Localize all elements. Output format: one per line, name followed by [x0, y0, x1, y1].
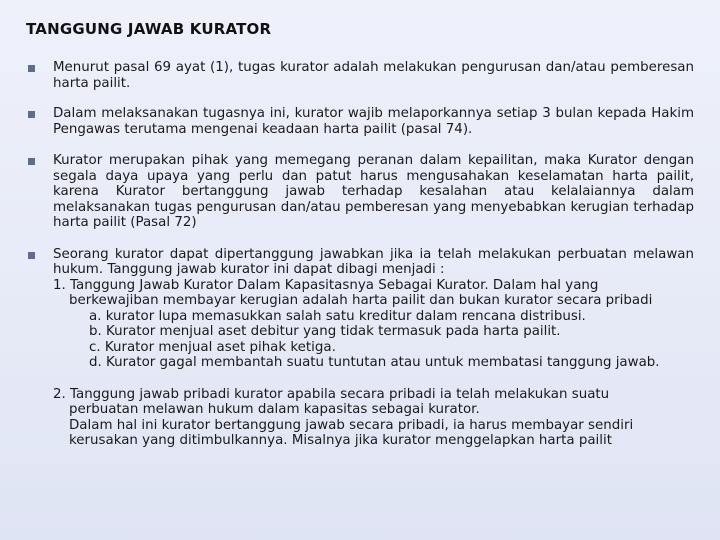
list-item-2-continued: Dalam hal ini kurator bertanggung jawab secara pribadi, ia harus membayar sendiri: [69, 417, 634, 433]
square-bullet-icon: [28, 65, 35, 72]
bullet-text: Menurut pasal 69 ayat (1), tugas kurator adalah melakukan pengurusan dan/atau pemberesan harta pailit.: [53, 60, 694, 91]
sub-item: c. Kurator menjual aset pihak ketiga.: [89, 339, 336, 355]
bullet-item: [24, 247, 694, 449]
list-item-2: 2. Tanggung jawab pribadi kurator apabila secara pribadi ia telah melakukan suatu: [53, 386, 610, 402]
list-item-1: 1. Tanggung Jawab Kurator Dalam Kapasitasnya Sebagai Kurator. Dalam hal yang: [53, 277, 599, 293]
square-bullet-icon: [28, 252, 35, 259]
bullet-item: [24, 153, 694, 231]
list-item-2-continued: perbuatan melawan hukum dalam kapasitas sebagai kurator.: [69, 402, 480, 417]
list-item-1-continued: berkewajiban membayar kerugian adalah harta pailit dan bukan kurator secara pribadi: [69, 293, 653, 308]
slide-title: TANGGUNG JAWAB KURATOR: [26, 20, 272, 38]
spacer: [53, 371, 694, 387]
bullet-list: [24, 60, 694, 463]
sub-item: d. Kurator gagal membantah suatu tuntutan atau untuk membatasi tanggung jawab.: [89, 355, 660, 370]
bullet-item: [24, 106, 694, 137]
bullet-text: Kurator merupakan pihak yang memegang peranan dalam kepailitan, maka Kurator dengan segala daya upaya yang perlu dan patut harus mengusahakan keselamatan harta pailit, karena Kurator bertanggung jawab terhadap kesalahan atau kelalaiannya dalam melaksanakan tugas pengurusan dan/atau pemberesan yang menyebabkan kerugian terhadap harta pailit (Pasal 72): [53, 153, 694, 230]
bullet-text: Dalam melaksanakan tugasnya ini, kurator wajib melaporkannya setiap 3 bulan kepada Hakim Pengawas terutama mengenai keadaan harta pailit (pasal 74).: [53, 106, 694, 137]
sub-item: a. kurator lupa memasukkan salah satu kreditur dalam rencana distribusi.: [89, 308, 586, 324]
square-bullet-icon: [28, 111, 35, 118]
sub-item: b. Kurator menjual aset debitur yang tidak termasuk pada harta pailit.: [89, 324, 561, 339]
bullet-item: [24, 60, 694, 91]
list-item-2-continued: kerusakan yang ditimbulkannya. Misalnya jika kurator menggelapkan harta pailit: [69, 433, 612, 448]
square-bullet-icon: [28, 158, 35, 165]
bullet-text: Seorang kurator dapat dipertanggung jawabkan jika ia telah melakukan perbuatan melawan hukum. Tanggung jawab kurator ini dapat dibagi menjadi :: [53, 246, 694, 277]
